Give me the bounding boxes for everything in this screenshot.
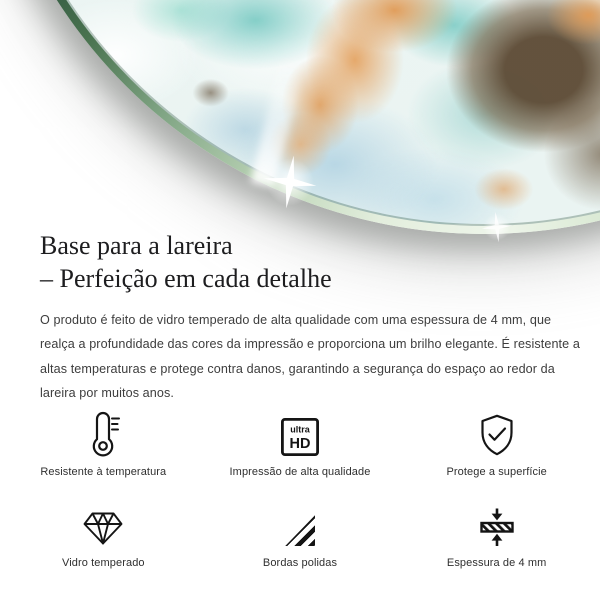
feature-label: Bordas polidas <box>262 557 338 570</box>
feature-surface-protection <box>398 411 595 478</box>
title-line-1: Base para a lareira <box>40 231 233 260</box>
feature-polished-edges <box>202 502 399 569</box>
feature-label: Espessura de 4 mm <box>446 557 547 570</box>
feature-tempered-glass <box>5 502 202 569</box>
hd-text: HD <box>289 436 311 453</box>
product-description: O produto é feito de vidro temperado de alta qualidade com uma espessura de 4 mm, que realça a profundidade das cores da impressão e proporciona um brilho elegante. É resistente a altas temperaturas e protege contra danos, garantindo a segurança do espaço ao redor da lareira por muitos anos. <box>40 313 580 400</box>
thickness-icon <box>477 502 517 548</box>
title-line-2: – Perfeição em cada detalhe <box>40 264 332 293</box>
ultra-hd-icon <box>280 411 320 457</box>
shield-check-icon <box>476 411 518 457</box>
feature-label: Vidro temperado <box>62 557 145 570</box>
thermometer-icon <box>81 411 125 457</box>
features-grid <box>5 411 595 569</box>
ultra-text: ultra <box>290 424 310 435</box>
diamond-icon <box>80 502 126 548</box>
page-title <box>40 229 560 295</box>
feature-thickness <box>398 502 595 569</box>
polished-edges-icon <box>285 502 315 548</box>
feature-label: Impressão de alta qualidade <box>229 466 371 479</box>
feature-label: Protege a superfície <box>446 466 547 479</box>
feature-print-quality <box>202 411 399 478</box>
feature-temperature <box>5 411 202 478</box>
feature-label: Resistente à temperatura <box>40 466 167 479</box>
